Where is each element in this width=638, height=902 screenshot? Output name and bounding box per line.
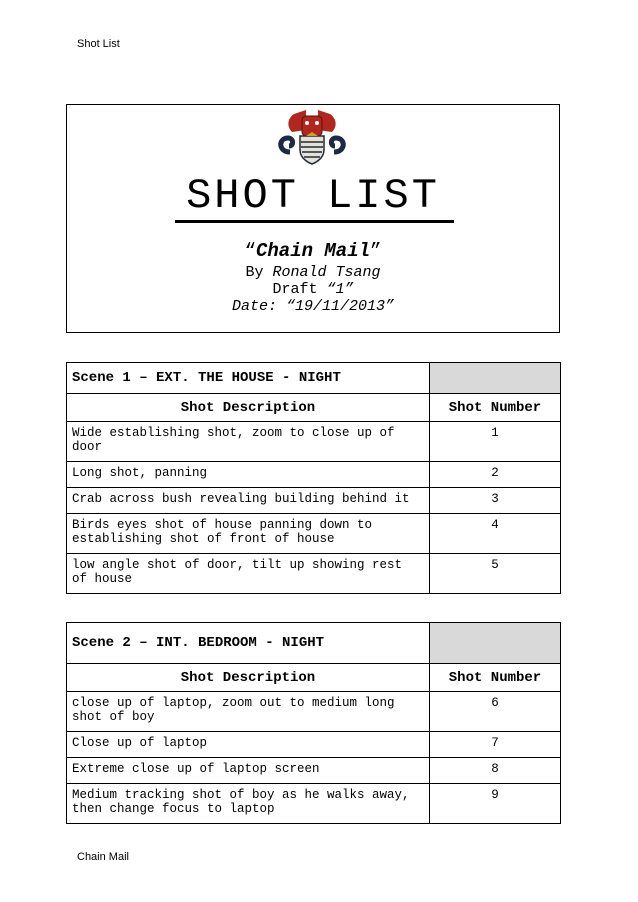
- document-title: SHOT LIST: [186, 172, 440, 220]
- page-footer: Chain Mail: [77, 851, 129, 863]
- author-line: [66, 264, 560, 282]
- shot-description: Close up of laptop: [67, 732, 430, 758]
- table-row: [67, 758, 561, 784]
- open-quote: “: [244, 240, 256, 262]
- shot-number: 9: [430, 784, 561, 824]
- draft-value: “1”: [326, 281, 354, 298]
- shot-description: Medium tracking shot of boy as he walks away, then change focus to laptop: [67, 784, 430, 824]
- close-quote: ”: [370, 240, 382, 262]
- table-row: [67, 692, 561, 732]
- table-row: [67, 488, 561, 514]
- column-header-number: Shot Number: [430, 394, 561, 422]
- scene-heading-fill: [430, 623, 561, 664]
- crest-logo-icon: [276, 108, 348, 168]
- shot-number: 5: [430, 554, 561, 594]
- table-row: [67, 462, 561, 488]
- shot-description: Extreme close up of laptop screen: [67, 758, 430, 784]
- film-title-line: [66, 240, 560, 262]
- date-line: Date: “19/11/2013”: [231, 298, 395, 315]
- column-header-description: Shot Description: [67, 394, 430, 422]
- scene-1-table: [66, 362, 561, 594]
- scene-2-table: [66, 622, 561, 824]
- shot-number: 7: [430, 732, 561, 758]
- shot-number: 1: [430, 422, 561, 462]
- shot-number: 3: [430, 488, 561, 514]
- author-name: Ronald Tsang: [272, 264, 381, 281]
- scene-heading-fill: [430, 363, 561, 394]
- table-row: [67, 422, 561, 462]
- table-row: [67, 784, 561, 824]
- table-row: [67, 514, 561, 554]
- scene-heading: Scene 1 – EXT. THE HOUSE - NIGHT: [67, 363, 430, 394]
- film-title: Chain Mail: [255, 240, 371, 262]
- shot-number: 8: [430, 758, 561, 784]
- table-row: [67, 554, 561, 594]
- by-prefix: By: [245, 264, 273, 281]
- shot-number: 6: [430, 692, 561, 732]
- table-row: [67, 732, 561, 758]
- shot-description: close up of laptop, zoom out to medium long shot of boy: [67, 692, 430, 732]
- draft-prefix: Draft: [272, 281, 327, 298]
- shot-description: Birds eyes shot of house panning down to establishing shot of front of house: [67, 514, 430, 554]
- scene-heading: Scene 2 – INT. BEDROOM - NIGHT: [67, 623, 430, 664]
- shot-description: Long shot, panning: [67, 462, 430, 488]
- column-header-number: Shot Number: [430, 664, 561, 692]
- draft-line: [66, 281, 560, 299]
- shot-number: 2: [430, 462, 561, 488]
- shot-description: low angle shot of door, tilt up showing rest of house: [67, 554, 430, 594]
- page-header: Shot List: [77, 38, 120, 50]
- title-underline: [175, 220, 454, 223]
- shot-description: Wide establishing shot, zoom to close up of door: [67, 422, 430, 462]
- shot-description: Crab across bush revealing building behind it: [67, 488, 430, 514]
- shot-number: 4: [430, 514, 561, 554]
- column-header-description: Shot Description: [67, 664, 430, 692]
